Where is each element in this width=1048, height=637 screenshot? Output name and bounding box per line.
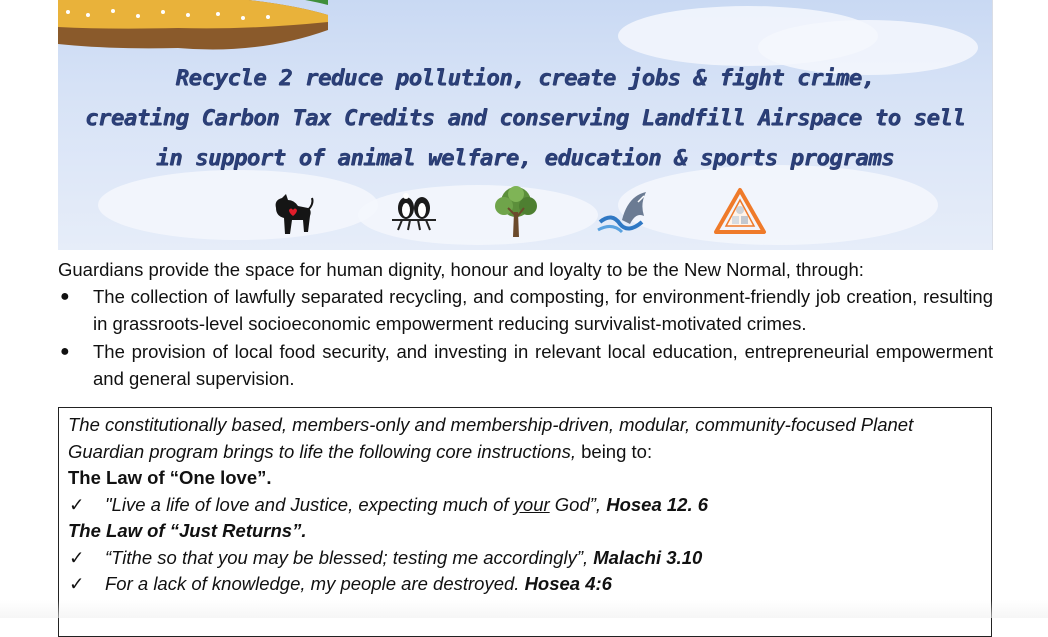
- box-lead-italic: The constitutionally based, members-only and membership-driven, modular, community-focused Planet Guardian program brings to life the following core instructions,: [68, 414, 914, 462]
- quote-text: “Tithe so that you may be blessed; testing me accordingly”,: [105, 546, 594, 568]
- law-heading-one-love: The Law of “One love”.: [68, 467, 272, 488]
- banner-line-2: creating Carbon Tax Credits and conserving Landfill Airspace to sell: [84, 105, 966, 131]
- scripture-reference: Hosea 12. 6: [606, 493, 709, 515]
- quote-text: For a lack of knowledge, my people are destroyed.: [105, 573, 525, 594]
- list-item: [68, 545, 982, 572]
- recycle-icon: [710, 182, 770, 242]
- intro-section: [58, 256, 993, 393]
- banner-line-3: in support of animal welfare, education & sports programs: [156, 145, 894, 171]
- tree-icon: [486, 182, 546, 242]
- list-item: [68, 492, 982, 519]
- box-lead-paragraph: [68, 412, 982, 465]
- quote-text: "Live a life of love and Justice, expecting much of: [105, 493, 514, 515]
- dog-icon: [262, 182, 322, 242]
- list-item: [58, 338, 993, 392]
- bullet-text: The collection of lawfully separated recycling, and composting, for environment-friendly job creation, resulting in grassroots-level socioeconomic empowerment reducing survivalist-motivated crimes.: [93, 286, 993, 334]
- bullet-text: The provision of local food security, and investing in relevant local education, entrepreneurial empowerment and general supervision.: [93, 341, 993, 389]
- intro-bullet-list: [58, 283, 993, 392]
- checkmark-icon: ✓: [69, 546, 85, 568]
- banner-line-1: Recycle 2 reduce pollution, create jobs & fight crime,: [175, 65, 875, 91]
- quote-underlined: your: [513, 493, 550, 515]
- checkmark-icon: ✓: [69, 493, 85, 515]
- core-instructions-box: [58, 407, 992, 637]
- list-item: [58, 283, 993, 337]
- banner-image: [58, 0, 993, 250]
- box-lead-normal: being to:: [575, 440, 653, 462]
- scripture-reference: Malachi 3.10: [593, 546, 703, 568]
- bullet-icon: ●: [60, 343, 70, 360]
- quote-text-end: God”,: [549, 493, 607, 515]
- scripture-reference: Hosea 4:6: [524, 573, 612, 594]
- checkmark-icon: ✓: [69, 573, 85, 594]
- intro-paragraph: Guardians provide the space for human dignity, honour and loyalty to be the New Normal, through:: [58, 259, 864, 280]
- list-item: [68, 571, 982, 598]
- birds-icon: [384, 182, 444, 242]
- banner-slogan: [58, 58, 992, 178]
- law-heading-just-returns: The Law of “Just Returns”.: [68, 520, 307, 541]
- island-illustration: [58, 0, 328, 55]
- banner-icon-row: [58, 182, 992, 242]
- dolphin-icon: [594, 182, 654, 242]
- bullet-icon: ●: [60, 288, 70, 305]
